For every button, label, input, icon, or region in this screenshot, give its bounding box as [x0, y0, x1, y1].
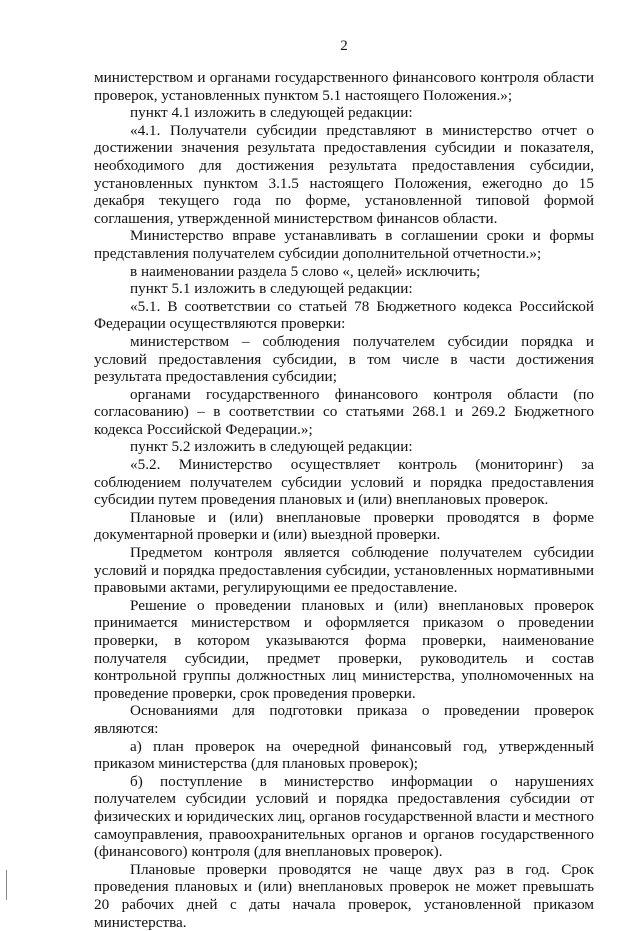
paragraph: пункт 5.1 изложить в следующей редакции:	[130, 280, 413, 298]
paragraph: Решение о проведении плановых и (или) внеплановых проверок принимается министерством и оформляется приказом о проведении проверки, в котором указываются форма проверки, наименование получателя субсидии, предмет проверки, руководитель и состав контрольной группы должностных лиц министерства, уполномоченных на проведение проверки, срок проведения проверки.	[94, 596, 594, 702]
document-body	[94, 69, 594, 931]
paragraph: а) план проверок на очередной финансовый год, утвержденный приказом министерства (для плановых проверок);	[94, 737, 594, 773]
paragraph: пункт 5.2 изложить в следующей редакции:	[130, 438, 413, 456]
paragraph: Плановые проверки проводятся не чаще двух раз в год. Срок проведения плановых и (или) внеплановых проверок не может превышать 20 рабочих дней с даты начала проверок, установленной приказом министерства.	[94, 860, 594, 931]
paragraph: в наименовании раздела 5 слово «, целей» исключить;	[130, 262, 481, 280]
page-number: 2	[340, 38, 348, 54]
paragraph: пункт 4.1 изложить в следующей редакции:	[130, 104, 413, 122]
margin-mark	[6, 870, 7, 900]
paragraph: «5.2. Министерство осуществляет контроль (мониторинг) за соблюдением получателем субсидии условий и порядка предоставления субсидии путем проведения плановых и (или) внеплановых проверок.	[94, 456, 594, 509]
paragraph: министерством и органами государственного финансового контроля области проверок, установленных пунктом 5.1 настоящего Положения.»;	[94, 69, 594, 104]
paragraph: «4.1. Получатели субсидии представляют в министерство отчет о достижении значения результата предоставления субсидии и показателя, необходимого для достижения результата предоставления субсидии, установленных пунктом 3.1.5 настоящего Положения, ежегодно до 15 декабря текущего года по форме, установленной типовой формой соглашения, утвержденной министерством финансов области.	[94, 121, 594, 227]
paragraph: Предметом контроля является соблюдение получателем субсидии условий и порядка предоставления субсидии, установленных нормативными правовыми актами, регулирующими ее предоставление.	[94, 544, 594, 597]
paragraph: министерством – соблюдения получателем субсидии порядка и условий предоставления субсидии, в том числе в части достижения результата предоставления субсидии;	[94, 332, 594, 386]
paragraph: Плановые и (или) внеплановые проверки проводятся в форме документарной проверки и (или) выездной проверки.	[94, 508, 594, 544]
paragraph: Основаниями для подготовки приказа о проведении проверок являются:	[94, 702, 594, 737]
paragraph: органами государственного финансового контроля области (по согласованию) – в соответствии со статьями 268.1 и 269.2 Бюджетного кодекса Российской Федерации.»;	[94, 385, 594, 438]
paragraph: б) поступление в министерство информации о нарушениях получателем субсидии условий и порядка предоставления субсидии от физических и юридических лиц, органов государственной власти и местного самоуправления, правоохранительных органов и органов государственного (финансового) контроля (для внеплановых проверок).	[94, 772, 594, 861]
paragraph: Министерство вправе устанавливать в соглашении сроки и формы представления получателем субсидии дополнительной отчетности.»;	[94, 227, 594, 262]
paragraph: «5.1. В соответствии со статьей 78 Бюджетного кодекса Российской Федерации осуществляются проверки:	[94, 297, 594, 333]
